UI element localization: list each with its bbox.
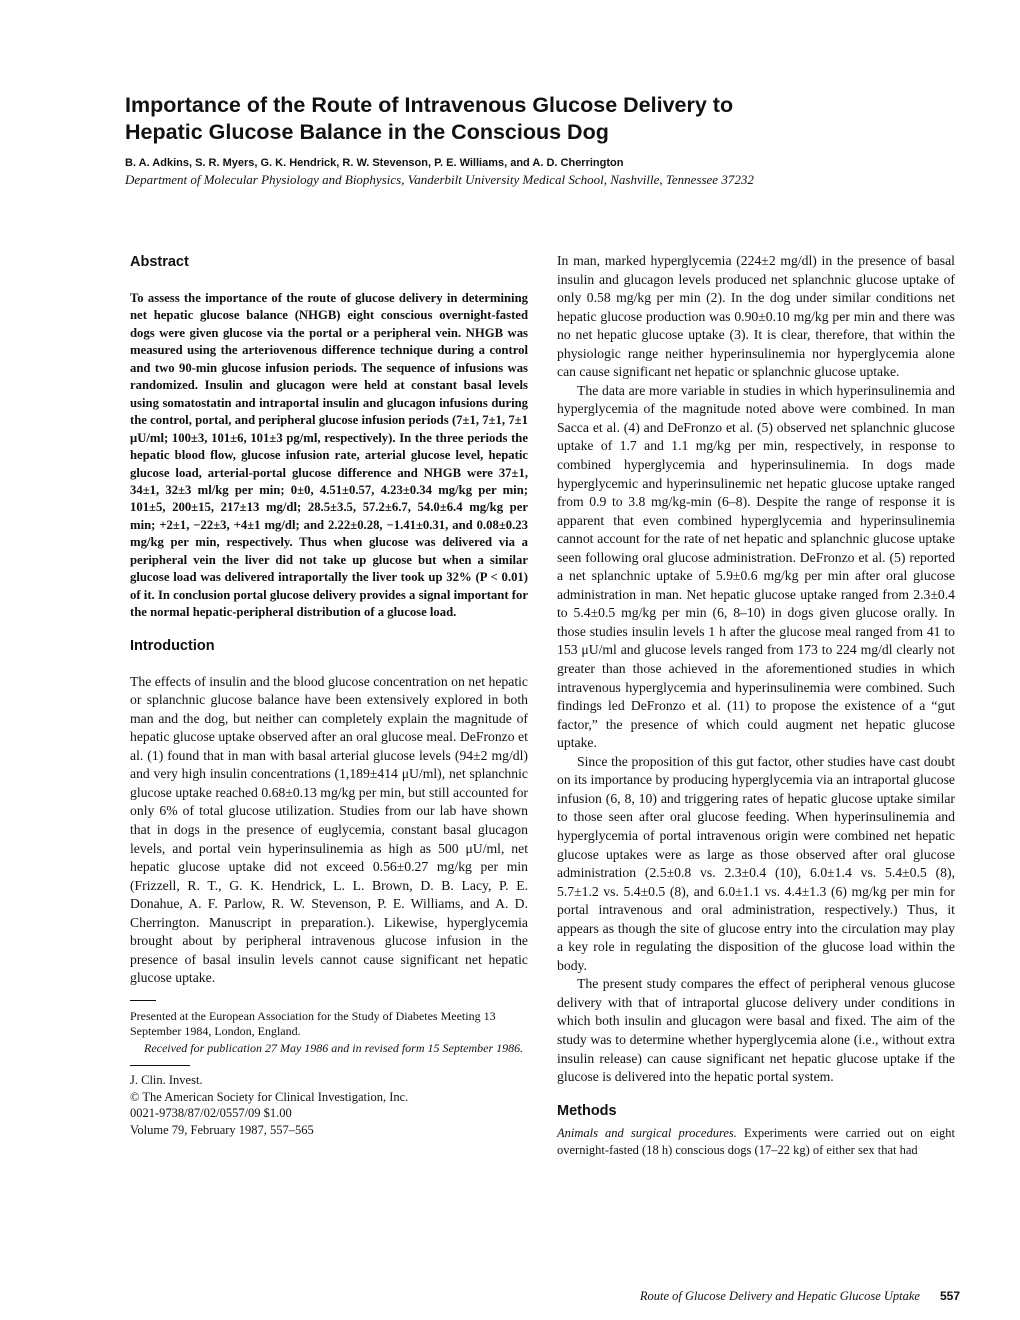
journal-code: 0021-9738/87/02/0557/09 $1.00: [130, 1106, 292, 1121]
introduction-continued: [557, 252, 955, 1087]
paragraph-4: The present study compares the effect of peripheral venous glucose delivery with that of intraportal glucose delivery under conditions in which both insulin and glucagon were basal and fixed. The aim of the study was to determine whether hyperglycemia alone (i.e., without extra insulin release) can cause significant net hepatic glucose uptake if the glucose is delivered into the hepatic portal system.: [557, 976, 955, 1085]
journal-name: J. Clin. Invest.: [130, 1073, 203, 1088]
title-line-2: Hepatic Glucose Balance in the Conscious Dog: [125, 120, 609, 144]
footnote-presented: Presented at the European Association for the Study of Diabetes Meeting 13 September 1984, London, England.: [130, 1008, 496, 1039]
article-title: [125, 92, 925, 146]
journal-volume: Volume 79, February 1987, 557–565: [130, 1122, 314, 1137]
left-column: [130, 252, 528, 1138]
methods-text: [557, 1125, 955, 1160]
right-column: [557, 252, 955, 1160]
affiliation: Department of Molecular Physiology and Biophysics, Vanderbilt University Medical School, Nashville, Tennessee 37232: [125, 172, 754, 187]
methods-subheading: Animals and surgical procedures.: [557, 1125, 737, 1140]
page-number: 557: [939, 1289, 960, 1303]
running-title: Route of Glucose Delivery and Hepatic Glucose Uptake: [639, 1289, 920, 1303]
introduction-heading: Introduction: [130, 637, 215, 654]
footnote-rule: [130, 1000, 156, 1001]
methods-body: Experiments were carried out on eight overnight-fasted (18 h) conscious dogs (17–22 kg) of either sex that had: [557, 1125, 955, 1158]
title-line-1: Importance of the Route of Intravenous Glucose Delivery to: [125, 93, 734, 117]
abstract-text: To assess the importance of the route of glucose delivery in determining net hepatic glucose balance (NHGB) eight conscious overnight-fasted dogs were given glucose via the portal or a peripheral vein. NHGB was measured using the arteriovenous difference technique during a control and two 90-min glucose infusion periods. The sequence of infusions was randomized. Insulin and glucagon were held at constant basal levels using somatostatin and intraportal insulin and glucagon infusions during the control, portal, and peripheral glucose infusion periods (7±1, 7±1, 7±1 μU/ml; 100±3, 101±6, 101±3 pg/ml, respectively). In the three periods the hepatic blood flow, glucose infusion rate, arterial glucose level, hepatic glucose load, arterial-portal glucose difference and NHGB were 37±1, 34±1, 32±3 ml/kg per min; 0±0, 4.51±0.57, 4.23±0.34 mg/kg per min; 101±5, 200±15, 217±13 mg/dl; 28.5±3.5, 57.2±6.7, 54.0±6.4 mg/kg per min; +2±1, −22±3, +4±1 mg/dl; and 2.22±0.28, −1.41±0.31, and 0.08±0.23 mg/kg per min, respectively. Thus when glucose was delivered via a peripheral vein the liver did not take up glucose but when a similar glucose load was delivered intraportally the liver took up 32% (P < 0.01) of it. In conclusion portal glucose delivery provides a signal important for the normal hepatic-peripheral distribution of a glucose load.: [130, 291, 528, 620]
methods-heading: Methods: [557, 1102, 617, 1119]
abstract-heading: Abstract: [130, 254, 189, 270]
paragraph-3: Since the proposition of this gut factor, other studies have cast doubt on its importance by producing hyperglycemia via an intraportal glucose infusion (6, 8, 10) and triggering rates of hepatic glucose uptake similar to those seen after oral glucose feeding. When hyperinsulinemia and hyperglycemia of portal intravenous origin were combined net hepatic glucose uptakes were as large as those observed after oral glucose administration (2.5±0.8 vs. 2.3±0.4 (10), 6.0±1.4 vs. 5.4±0.5 (8), 5.7±1.2 vs. 5.4±0.5 (8), and 6.0±1.1 vs. 4.4±1.3 (6) mg/kg per min for portal intravenous and oral administration, respectively.) Thus, it appears as though the site of glucose entry into the circulation may play a key role in regulating the disposition of the glucose load within the body.: [557, 753, 955, 973]
footnotes: [130, 1009, 528, 1057]
author-list: B. A. Adkins, S. R. Myers, G. K. Hendrick, R. W. Stevenson, P. E. Williams, and A. D. Cherrington: [125, 157, 624, 169]
journal-info: [130, 1072, 528, 1138]
journal-copyright: © The American Society for Clinical Investigation, Inc.: [130, 1089, 409, 1104]
paragraph-1: In man, marked hyperglycemia (224±2 mg/dl) in the presence of basal insulin and glucagon levels produced net splanchnic glucose uptake of only 0.58 mg/kg per min (2). In the dog under similar conditions net hepatic glucose production was 0.90±0.10 mg/kg per min and there was no net hepatic glucose uptake (3). It is clear, therefore, that within the physiologic range neither hyperinsulinemia nor hyperglycemia alone can cause significant net hepatic or splanchnic glucose uptake.: [557, 253, 955, 380]
journal-info-rule: [130, 1065, 190, 1066]
introduction-text: The effects of insulin and the blood glucose concentration on net hepatic or splanchnic glucose balance have been extensively explored in both man and the dog, but neither can completely explain the magnitude of hepatic glucose uptake observed after an oral glucose meal. DeFronzo et al. (1) found that in man with basal arterial glucose levels (94±2 mg/dl) and very high insulin concentrations (1,189±414 μU/ml), net splanchnic glucose uptake reached 0.68±0.13 mg/kg per min, but still accounted for only 6% of total glucose utilization. Studies from our lab have shown that in dogs in the presence of euglycemia, constant basal glucagon levels, and portal vein hyperinsulinemia as high as 500 μU/ml, net hepatic glucose uptake did not exceed 0.56±0.27 mg/kg per min (Frizzell, R. T., G. K. Hendrick, L. L. Brown, D. B. Lacy, P. E. Donahue, A. F. Parlow, R. W. Stevenson, P. E. Williams, and A. D. Cherrington. Manuscript in preparation.). Likewise, hyperglycemia brought about by peripheral intravenous glucose infusion in the presence of basal insulin levels cannot cause significant net hepatic glucose uptake.: [130, 673, 528, 986]
paragraph-2: The data are more variable in studies in which hyperinsulinemia and hyperglycemia of the magnitude noted above were combined. In man Sacca et al. (4) and DeFronzo et al. (5) observed net splanchnic glucose uptake of 1.7 and 1.1 mg/kg per min, respectively, in response to combined hyperglycemia and hyperinsulinemia. In dogs made hyperglycemic and hyperinsulinemic net hepatic glucose uptake ranged from 0.9 to 3.8 mg/kg-min (6–8). Despite the range of response it is apparent that even combined hyperglycemia and hyperinsulinemia cannot account for the rate of net hepatic and splanchnic glucose uptake seen following oral glucose administration. DeFronzo et al. (5) reported a net splanchnic uptake of 5.9±0.6 mg/kg per min after oral glucose administration in man. Net hepatic glucose uptake ranged from 2.3±0.4 to 5.4±0.5 mg/kg per min (6, 8–10) in dogs given glucose orally. In those studies insulin levels 1 h after the glucose meal ranged from 41 to 153 μU/ml and glucose levels ranged from 173 to 224 mg/dl clearly not greater than those achieved in the aforementioned studies in which intravenous hyperglycemia and hyperinsulinemia were combined. Such findings led DeFronzo et al. (11) to propose the existence of a “gut factor,” the presence of which could augment net hepatic glucose uptake.: [557, 382, 955, 751]
running-footer: [560, 1288, 960, 1304]
footnote-received: Received for publication 27 May 1986 and in revised form 15 September 1986.: [144, 1040, 524, 1055]
